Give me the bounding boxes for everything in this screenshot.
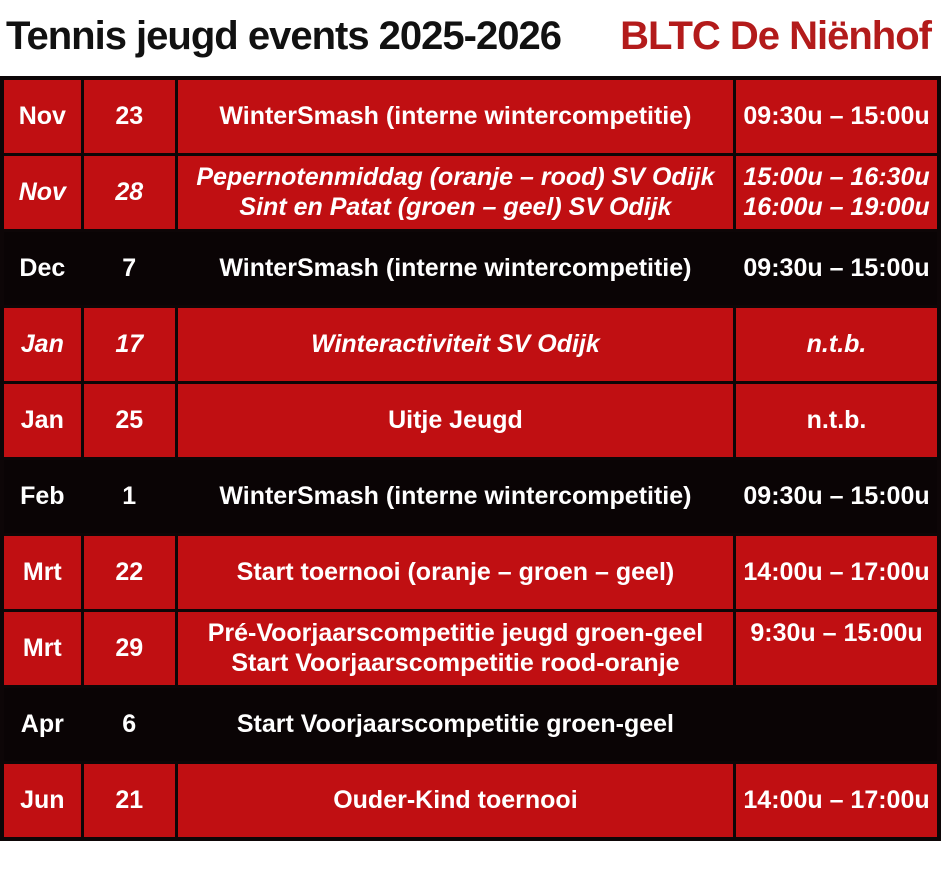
day-cell: 25 [82,383,176,459]
event-row [2,231,939,307]
event-name: Start Voorjaarscompetitie rood-oranje [231,648,680,677]
event-row [2,383,939,459]
event-name: WinterSmash (interne wintercompetitie) [219,101,692,130]
event-cell [176,383,734,459]
event-row [2,307,939,383]
time-cell [735,155,939,231]
day-cell: 23 [82,78,176,155]
event-time: 09:30u – 15:00u [743,481,930,510]
event-name: Uitje Jeugd [388,405,523,434]
time-cell [735,459,939,535]
month-cell: Nov [2,78,82,155]
event-cell [176,687,734,763]
event-name: Start Voorjaarscompetitie groen-geel [236,709,675,738]
day-cell: 29 [82,611,176,687]
event-cell [176,231,734,307]
event-name: Pré-Voorjaarscompetitie jeugd groen-geel [207,619,704,647]
event-row [2,155,939,231]
time-cell [735,687,939,763]
event-time: 16:00u – 19:00u [743,192,930,221]
time-cell [735,78,939,155]
event-time: 09:30u – 15:00u [743,253,930,282]
event-cell [176,155,734,231]
event-name: Ouder-Kind toernooi [333,785,578,814]
event-row [2,687,939,763]
event-time: 14:00u – 17:00u [743,557,930,586]
event-row [2,459,939,535]
event-cell [176,611,734,687]
event-time: n.t.b. [806,405,867,434]
day-cell: 28 [82,155,176,231]
event-name: Pepernotenmiddag (oranje – rood) SV Odijk [196,163,715,191]
time-cell [735,231,939,307]
day-cell: 6 [82,687,176,763]
month-cell: Dec [2,231,82,307]
event-row [2,535,939,611]
event-cell [176,459,734,535]
time-cell [735,763,939,840]
event-cell [176,307,734,383]
page-header [0,0,945,76]
event-name: Winteractiviteit SV Odijk [311,329,600,358]
event-time: 14:00u – 17:00u [743,785,930,814]
month-cell: Jan [2,307,82,383]
event-row [2,611,939,687]
month-cell: Jun [2,763,82,840]
page-title: Tennis jeugd events 2025-2026 [6,14,561,58]
month-cell: Jan [2,383,82,459]
month-cell: Mrt [2,535,82,611]
event-time [833,711,840,739]
event-name: WinterSmash (interne wintercompetitie) [219,253,692,282]
day-cell: 17 [82,307,176,383]
event-time: n.t.b. [806,329,867,358]
event-time: 9:30u – 15:00u [750,619,923,647]
events-table [0,76,941,841]
day-cell: 7 [82,231,176,307]
event-row [2,78,939,155]
month-cell: Nov [2,155,82,231]
event-cell [176,535,734,611]
event-row [2,763,939,840]
month-cell: Apr [2,687,82,763]
month-cell: Feb [2,459,82,535]
time-cell [735,611,939,687]
event-time: 15:00u – 16:30u [743,163,930,191]
event-name: Sint en Patat (groen – geel) SV Odijk [239,192,672,221]
events-table-body [2,78,939,839]
day-cell: 22 [82,535,176,611]
month-cell: Mrt [2,611,82,687]
day-cell: 1 [82,459,176,535]
event-name: WinterSmash (interne wintercompetitie) [219,481,692,510]
event-cell [176,78,734,155]
day-cell: 21 [82,763,176,840]
club-name: BLTC De Niënhof [620,14,931,58]
time-cell [735,383,939,459]
event-time [833,650,840,678]
event-name: Start toernooi (oranje – groen – geel) [236,557,675,586]
event-cell [176,763,734,840]
event-time: 09:30u – 15:00u [743,101,930,130]
time-cell [735,307,939,383]
time-cell [735,535,939,611]
